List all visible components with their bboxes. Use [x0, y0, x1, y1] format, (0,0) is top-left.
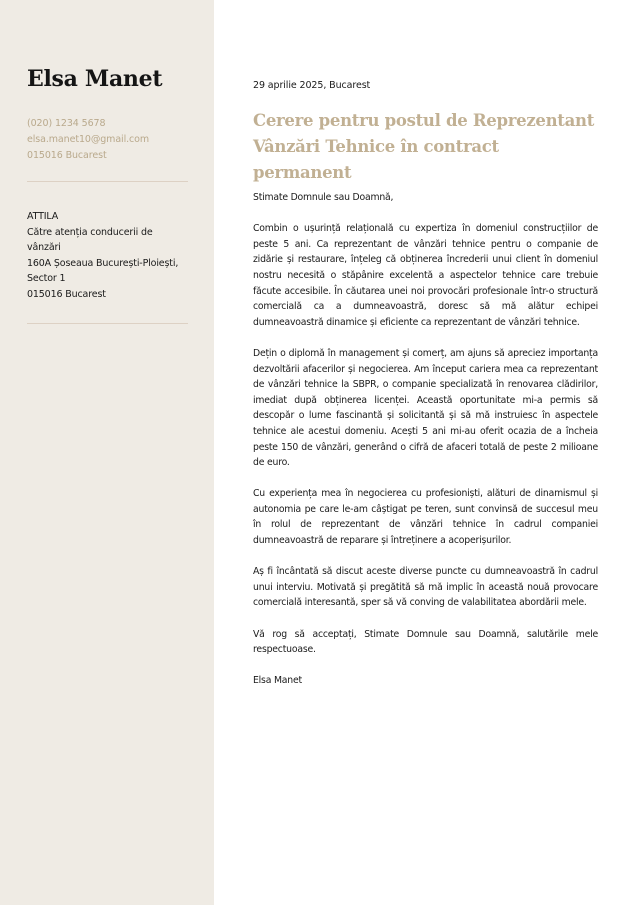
- salutation: Stimate Domnule sau Doamnă,: [253, 192, 394, 203]
- paragraph: Aș fi încântată să discut aceste diverse puncte cu dumneavoastră în cadrul unui interviu. Motivată și pregătită să mă implic în această nouă provocare comercială interesantă, sper să vă conving de valabilitatea abordării mele.: [253, 566, 598, 609]
- sender-phone: (020) 1234 5678: [27, 118, 106, 129]
- divider: [27, 323, 188, 324]
- letter-date: 29 aprilie 2025, Bucarest: [253, 80, 371, 91]
- paragraph: Cu experiența mea în negocierea cu profesioniști, alături de dinamismul și autonomia pe care le-am câștigat pe teren, sunt convinsă de succesul meu în rolul de reprezentant de vânzări tehnice în cadrul companiei dumneavoastră de reparare și întreținere a acoperișurilor.: [253, 488, 598, 547]
- recipient-address: 160A Șoseaua București-Ploiești, Sector 1: [27, 257, 179, 284]
- recipient-city: 015016 Bucarest: [27, 288, 106, 300]
- recipient-company: ATTILA: [27, 211, 59, 222]
- letter-text: [253, 190, 598, 705]
- recipient-block: [27, 209, 187, 302]
- divider: [27, 181, 188, 182]
- sidebar: [0, 0, 214, 905]
- closing: Vă rog să acceptați, Stimate Domnule sau Doamnă, salutările mele respectuoase.: [253, 628, 598, 656]
- letter-subject: Cerere pentru postul de Reprezentant Vânzări Tehnice în contract permanent: [253, 111, 595, 182]
- sender-email: elsa.manet10@gmail.com: [27, 134, 150, 145]
- paragraph: Dețin o diplomă în management și comerț, am ajuns să apreciez importanța dezvoltării afacerilor și negocierea. Am început cariera mea ca reprezentant de vânzări tehnice la SBPR, o companie specializată în renovarea clădirilor, imediat după obținerea licenței. Această oportunitate mi-a permis să descopăr o lume fascinantă și solicitantă și să mă instruiesc în aspectele tehnice ale acestui domeniu. Acești 5 ani mi-au oferit ocazia de a încheia peste 150 de vânzări, generând o cifră de afaceri totală de peste 2 milioane de euro.: [253, 347, 598, 469]
- sender-name: Elsa Manet: [27, 66, 163, 92]
- sender-city: 015016 Bucarest: [27, 150, 107, 161]
- paragraph: Combin o ușurință relațională cu expertiza în domeniul construcțiilor de peste 5 ani. Ca reprezentant de vânzări tehnice pentru o companie de zidărie și restaurare, înțeleg că obținerea încrederii unui client în domeniul nostru necesită o stăpânire excelentă a aspectelor tehnice care trebuie făcute accesibile. În căutarea unei noi provocări profesionale într-o structură comercială ca a dumneavoastră, doresc să mă alătur echipei dumneavoastră dinamice și eficiente ca reprezentant de vânzări tehnice.: [253, 223, 598, 328]
- signature: Elsa Manet: [253, 675, 302, 687]
- sender-contact: [27, 116, 149, 164]
- recipient-attention: Către atenția conducerii de vânzări: [27, 226, 153, 253]
